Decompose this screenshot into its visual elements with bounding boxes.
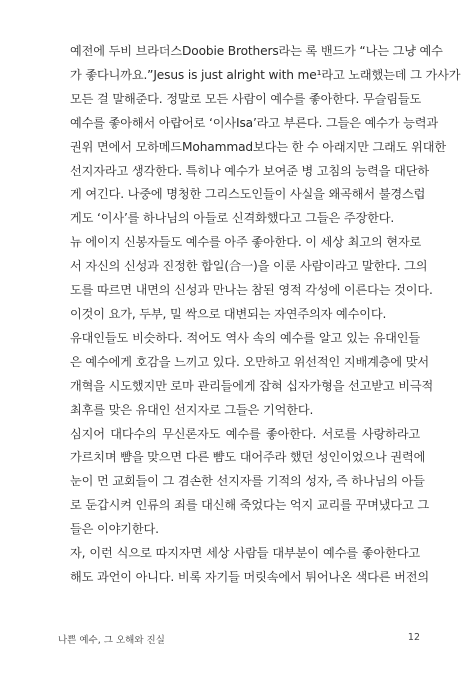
text-line: 예전에 두비 브라더스Doobie Brothers라는 록 밴드가 “나는 그냥 예수 [70, 44, 443, 58]
text-line: 게 여긴다. 나중에 명청한 그리스도인들이 사실을 왜곡해서 불경스럽 [70, 187, 426, 202]
text-line: 예수를 좋아해서 아랍어로 ‘이사Isa’라고 부른다. 그들은 예수가 능력과 [70, 115, 439, 130]
paragraph-1 [58, 40, 461, 231]
text-line: 들은 이야기한다. [70, 522, 159, 537]
paragraph-5 [58, 542, 429, 590]
text-line: 도를 따르면 내면의 신성과 만나는 참된 영적 각성에 이른다는 것이다. [70, 283, 433, 298]
text-line: 권위 면에서 모하메드Mohammad보다는 한 수 아래지만 그래도 위대한 [70, 139, 446, 154]
text-line: 은 예수에게 호감을 느끼고 있다. 오만하고 위선적인 지배계층에 맞서 [70, 354, 429, 369]
text-line: 가 좋다니까요.”Jesus is just alright with me¹라고 노래했는데 그 가사가 [70, 67, 461, 82]
text-line: 뉴 에이지 신봉자들도 예수를 아주 좋아한다. 이 세상 최고의 현자로 [70, 235, 422, 250]
page-number: 12 [407, 632, 420, 643]
paragraph-3 [58, 327, 434, 423]
page-footer [58, 632, 420, 646]
text-line: 유대인들도 비슷하다. 적어도 역사 속의 예수를 알고 있는 유대인들 [70, 330, 420, 345]
text-line: 최후를 맞은 유대인 선지자로 그들은 기억한다. [70, 402, 314, 417]
page-body [58, 40, 461, 590]
paragraph-2 [58, 231, 433, 327]
text-line: 이것이 요가, 두부, 밀 싹으로 대변되는 자연주의자 예수이다. [70, 306, 387, 321]
text-line: 서 자신의 신성과 진정한 합일(合一)을 이룬 사람이라고 말한다. 그의 [70, 259, 428, 274]
text-line: 눈이 먼 교회들이 그 겸손한 선지자를 기적의 성자, 즉 하나님의 아들 [70, 474, 425, 489]
text-line: 가르치며 뺨을 맞으면 다른 뺨도 대어주라 했던 성인이었으나 권력에 [70, 450, 426, 465]
text-line: 로 둔갑시켜 인류의 죄를 대신해 죽었다는 억지 교리를 꾸며냈다고 그 [70, 498, 429, 513]
paragraph-4 [58, 423, 429, 543]
text-line: 해도 과언이 아니다. 비록 자기들 머릿속에서 튀어나온 색다른 버전의 [70, 569, 429, 584]
text-line: 선지자라고 생각한다. 특히나 예수가 보여준 병 고침의 능력을 대단하 [70, 163, 429, 178]
text-line: 개혁을 시도했지만 로마 관리들에게 잡혀 십자가형을 선고받고 비극적 [70, 378, 434, 393]
text-line: 게도 ‘이사’를 하나님의 아들로 신격화했다고 그들은 주장한다. [70, 211, 395, 226]
running-title: 나쁜 예수, 그 오해와 진실 [58, 635, 165, 646]
text-line: 모든 걸 말해준다. 정말로 모든 사람이 예수를 좋아한다. 무슬림들도 [70, 91, 422, 106]
text-line: 심지어 대다수의 무신론자도 예수를 좋아한다. 서로를 사랑하라고 [70, 426, 420, 441]
text-line: 자, 이런 식으로 따지자면 세상 사람들 대부분이 예수를 좋아한다고 [70, 546, 420, 561]
